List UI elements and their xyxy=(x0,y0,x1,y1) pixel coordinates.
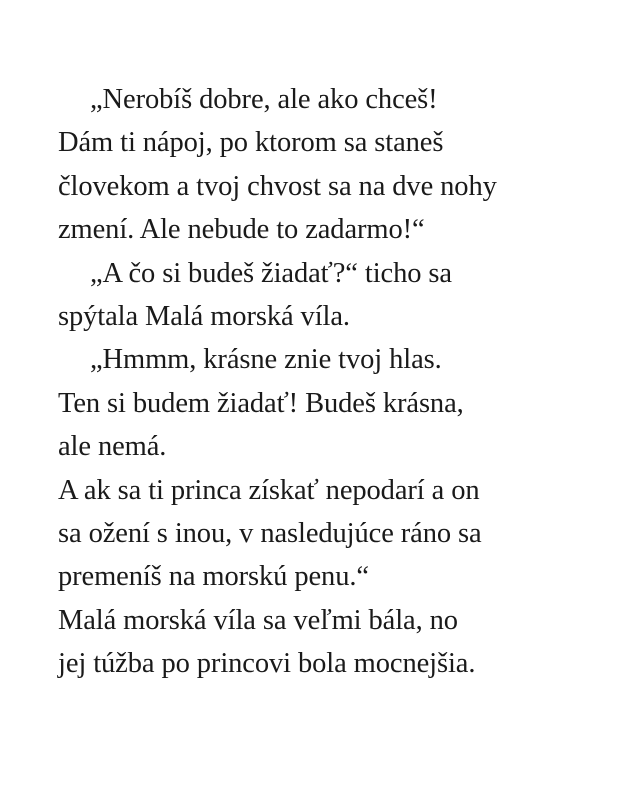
text-line-4: zmení. Ale nebude to zadarmo!“ xyxy=(58,214,425,246)
text-line-12: premeníš na morskú penu.“ xyxy=(58,561,369,593)
text-line-2: Dám ti nápoj, po ktorom sa staneš xyxy=(58,127,444,159)
text-line-5: „A čo si budeš žiadať?“ ticho sa xyxy=(90,257,452,289)
text-line-14: jej túžba po princovi bola mocnejšia. xyxy=(58,648,476,680)
text-line-11: sa ožení s inou, v nasledujúce ráno sa xyxy=(58,518,482,550)
text-line-7: „Hmmm, krásne znie tvoj hlas. xyxy=(90,344,442,376)
text-line-1: „Nerobíš dobre, ale ako chceš! xyxy=(90,84,438,115)
text-line-3: človekom a tvoj chvost sa na dve nohy xyxy=(58,170,497,202)
book-page-text xyxy=(58,78,618,686)
text-line-10: A ak sa ti princa získať nepodarí a on xyxy=(58,474,480,506)
text-line-9: ale nemá. xyxy=(58,431,167,463)
text-line-13: Malá morská víla sa veľmi bála, no xyxy=(58,604,458,636)
text-line-6: spýtala Malá morská víla. xyxy=(58,301,350,333)
text-line-8: Ten si budem žiadať! Budeš krásna, xyxy=(58,387,464,419)
